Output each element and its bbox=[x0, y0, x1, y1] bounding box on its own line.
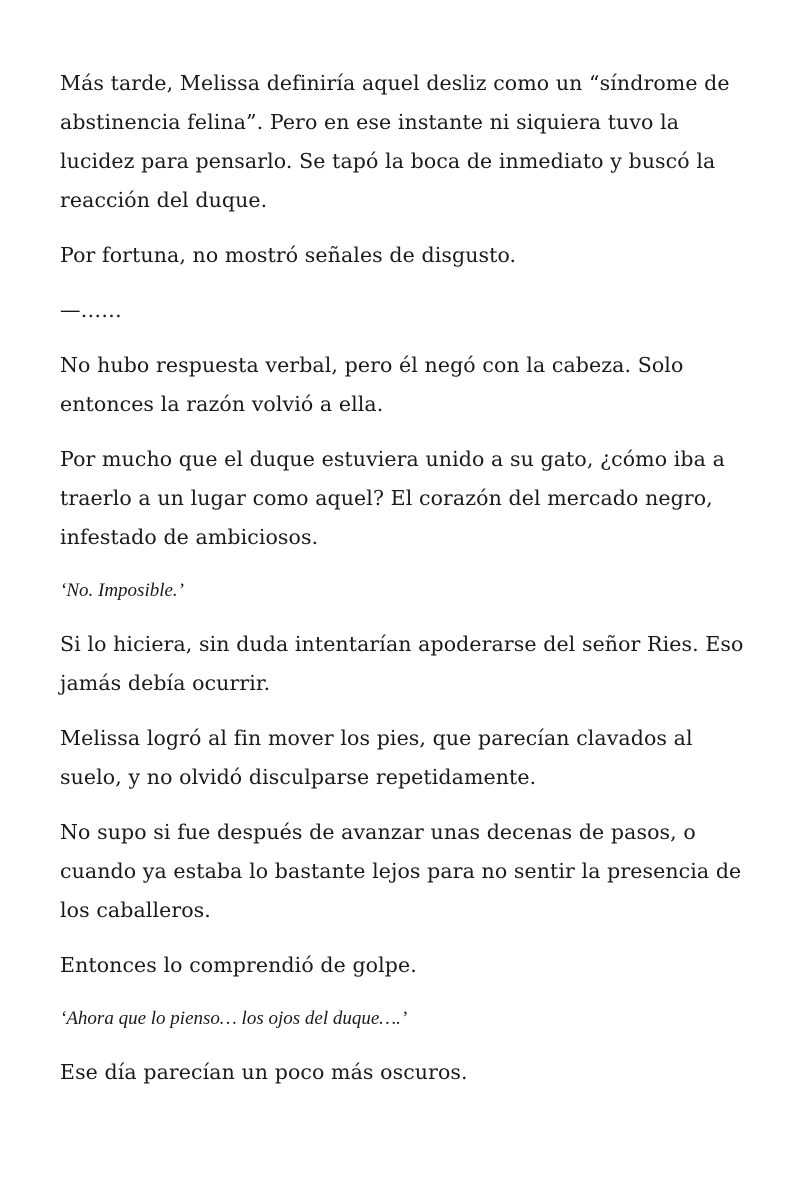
paragraph-1: Más tarde, Melissa definiría aquel desliz como un “síndrome de abstinencia felina”. Pero en ese instante ni siquiera tuvo la lucidez para pensarlo. Se tapó la boca de inmediato y buscó la reacción del duque. bbox=[60, 71, 730, 212]
paragraph-5: Por mucho que el duque estuviera unido a su gato, ¿cómo iba a traerlo a un lugar como aquel? El corazón del mercado negro, infestado de ambiciosos. bbox=[60, 447, 725, 549]
inner-thought-2: ‘Ahora que lo pienso… los ojos del duque….’ bbox=[60, 1008, 408, 1029]
paragraph-2: Por fortuna, no mostró señales de disgusto. bbox=[60, 243, 517, 267]
paragraph-4: No hubo respuesta verbal, pero él negó con la cabeza. Solo entonces la razón volvió a ella. bbox=[60, 353, 684, 416]
paragraph-12: Ese día parecían un poco más oscuros. bbox=[60, 1060, 468, 1084]
paragraph-7: Si lo hiciera, sin duda intentarían apoderarse del señor Ries. Eso jamás debía ocurrir. bbox=[60, 632, 744, 695]
inner-thought-1: ‘No. Imposible.’ bbox=[60, 580, 185, 601]
paragraph-9: No supo si fue después de avanzar unas decenas de pasos, o cuando ya estaba lo bastante lejos para no sentir la presencia de los caballeros. bbox=[60, 820, 742, 922]
dialogue-line: —…… bbox=[60, 298, 122, 322]
paragraph-10: Entonces lo comprendió de golpe. bbox=[60, 953, 417, 977]
paragraph-8: Melissa logró al fin mover los pies, que parecían clavados al suelo, y no olvidó disculparse repetidamente. bbox=[60, 726, 693, 789]
text-column bbox=[60, 64, 750, 1108]
